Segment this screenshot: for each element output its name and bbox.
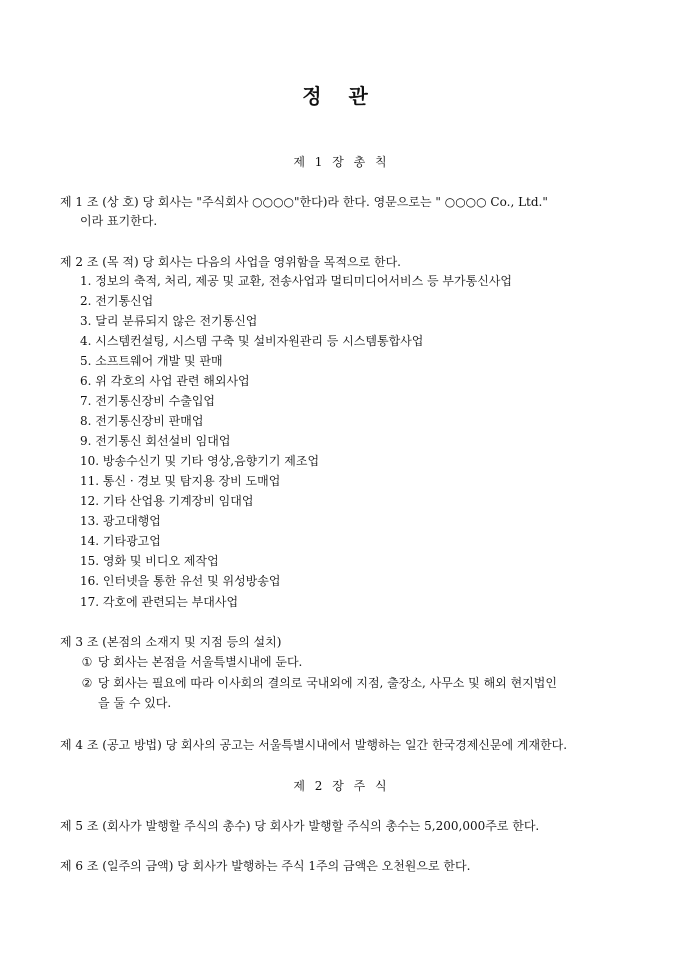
article-3-paragraph-2-line-2: 을 둘 수 있다. — [98, 696, 172, 710]
article-3-paragraph-2-line-1 — [80, 675, 650, 691]
article-6: 제 6 조 (일주의 금액) 당 회사가 발행하는 주식 1주의 금액은 오천원으로 한다. — [60, 859, 471, 873]
article-3-heading: 제 3 조 (본점의 소재지 및 지점 등의 설치) — [60, 635, 282, 649]
list-item: 6. 위 각호의 사업 관련 해외사업 — [80, 374, 250, 388]
article-1-line-2: 이라 표기한다. — [80, 214, 158, 228]
chapter-2-heading: 제 2 장 주 식 — [293, 779, 387, 793]
chapter-1-heading: 제 1 장 총 칙 — [293, 155, 387, 169]
list-item: 2. 전기통신업 — [80, 294, 154, 308]
list-item: 8. 전기통신장비 판매업 — [80, 414, 204, 428]
list-item: 3. 달리 분류되지 않은 전기통신업 — [80, 314, 258, 328]
list-item: 10. 방송수신기 및 기타 영상,음향기기 제조업 — [80, 454, 320, 468]
document-title: 정 관 — [302, 84, 378, 108]
paragraph-marker: ① — [81, 655, 93, 669]
list-item: 13. 광고대행업 — [80, 514, 161, 528]
list-item: 5. 소프트웨어 개발 및 판매 — [80, 354, 223, 368]
list-item: 17. 각호에 관련되는 부대사업 — [80, 595, 239, 609]
list-item: 16. 인터넷을 통한 유선 및 위성방송업 — [80, 574, 281, 588]
list-item: 14. 기타광고업 — [80, 534, 161, 548]
paragraph-marker: ② — [81, 676, 93, 690]
list-item: 4. 시스템컨설팅, 시스템 구축 및 설비자원관리 등 시스템통합사업 — [80, 334, 424, 348]
article-1-line-1: 제 1 조 (상 호) 당 회사는 "주식회사 ○○○○"한다)라 한다. 영문으로는 " ○○○○ Co., Ltd." — [60, 195, 548, 209]
list-item: 1. 정보의 축적, 처리, 제공 및 교환, 전송사업과 멀티미디어서비스 등 부가통신사업 — [80, 274, 512, 288]
article-3-paragraph-1 — [80, 654, 650, 670]
list-item: 7. 전기통신장비 수출입업 — [80, 394, 215, 408]
article-4: 제 4 조 (공고 방법) 당 회사의 공고는 서울특별시내에서 발행하는 일간 한국경제신문에 게재한다. — [60, 738, 568, 752]
paragraph-text: 당 회사는 필요에 따라 이사회의 결의로 국내외에 지점, 출장소, 사무소 및 해외 현지법인 — [97, 676, 557, 690]
list-item: 12. 기타 산업용 기계장비 임대업 — [80, 494, 254, 508]
list-item: 15. 영화 및 비디오 제작업 — [80, 554, 219, 568]
paragraph-text: 당 회사는 본점을 서울특별시내에 둔다. — [97, 655, 303, 669]
article-5: 제 5 조 (회사가 발행할 주식의 총수) 당 회사가 발행할 주식의 총수는 5,200,000주로 한다. — [60, 819, 540, 833]
article-2-heading: 제 2 조 (목 적) 당 회사는 다음의 사업을 영위함을 목적으로 한다. — [60, 255, 401, 269]
list-item: 11. 통신 · 경보 및 탐지용 장비 도매업 — [80, 474, 281, 488]
list-item: 9. 전기통신 회선설비 임대업 — [80, 434, 231, 448]
